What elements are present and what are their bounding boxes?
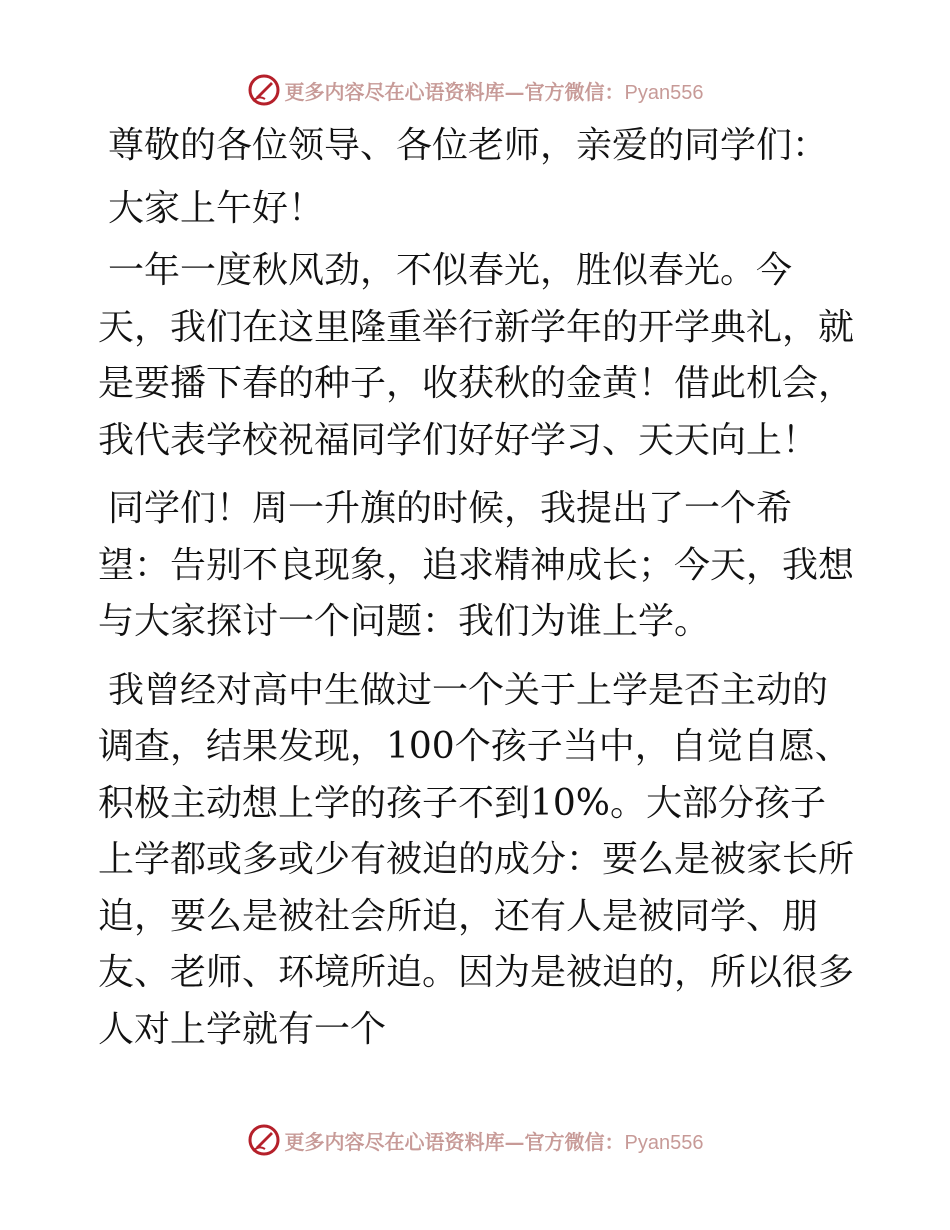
document-body [98,118,858,1070]
quill-seal-icon [247,73,281,107]
footer-text [285,1126,704,1155]
paragraph-salutation: 大家上午好！ [108,187,325,229]
footer-slogan: 更多内容尽在心语资料库—官方微信： [284,1129,625,1154]
footer-wechat-id: Pyan556 [624,1131,704,1154]
header-banner [0,70,950,110]
paragraph-survey: 我曾经对高中生做过一个关于上学是否主动的调查，结果发现，100个孩子当中，自觉自愿、积极主动想上学的孩子不到10%。大部分孩子上学都或多或少有被迫的成分：要么是被家长所迫，要么是被社会所迫，还有人是被同学、朋友、老师、环境所迫。因为是被迫的，所以很多人对上学就有一个 [98,669,855,1050]
header-slogan: 更多内容尽在心语资料库—官方微信： [284,79,625,104]
quill-seal-icon [247,1123,281,1157]
footer-banner [0,1120,950,1160]
paragraph-opening: 一年一度秋风劲，不似春光，胜似春光。今天，我们在这里隆重举行新学年的开学典礼，就是要播下春的种子，收获秋的金黄！借此机会，我代表学校祝福同学们好好学习、天天向上！ [98,250,855,461]
paragraph-greeting: 尊敬的各位领导、各位老师，亲爱的同学们： [108,125,829,166]
header-text [285,76,704,105]
header-wechat-id: Pyan556 [624,81,704,104]
paragraph-topic: 同学们！周一升旗的时候，我提出了一个希望：告别不良现象，追求精神成长；今天，我想与大家探讨一个问题：我们为谁上学。 [98,488,855,642]
